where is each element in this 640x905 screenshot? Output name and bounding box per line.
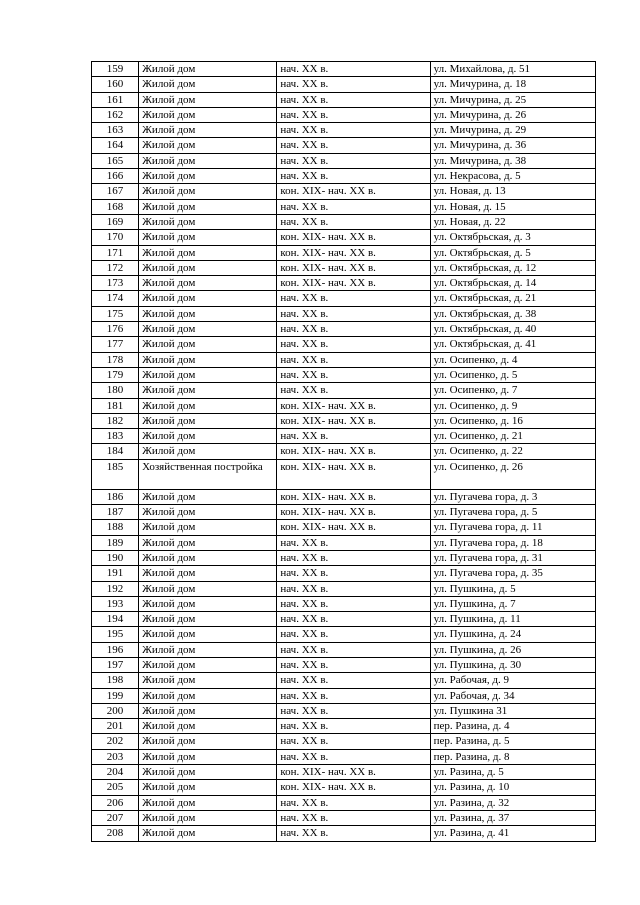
object-type-cell: Жилой дом <box>139 795 277 810</box>
address-cell: ул. Октябрьская, д. 12 <box>430 260 595 275</box>
row-number-cell: 196 <box>92 642 139 657</box>
table-row <box>92 505 596 520</box>
date-period-cell: нач. XX в. <box>277 657 430 672</box>
date-period-cell: кон. XIX- нач. XX в. <box>277 520 430 535</box>
address-cell: ул. Осипенко, д. 7 <box>430 383 595 398</box>
object-type-cell: Жилой дом <box>139 383 277 398</box>
object-type-cell: Жилой дом <box>139 260 277 275</box>
address-cell: ул. Пугачева гора, д. 5 <box>430 505 595 520</box>
row-number-cell: 201 <box>92 719 139 734</box>
object-type-cell: Жилой дом <box>139 230 277 245</box>
table-row <box>92 642 596 657</box>
row-number-cell: 204 <box>92 765 139 780</box>
date-period-cell: нач. XX в. <box>277 214 430 229</box>
object-type-cell: Жилой дом <box>139 184 277 199</box>
address-cell: ул. Пушкина, д. 24 <box>430 627 595 642</box>
address-cell: ул. Октябрьская, д. 21 <box>430 291 595 306</box>
date-period-cell: нач. XX в. <box>277 688 430 703</box>
object-type-cell: Жилой дом <box>139 199 277 214</box>
table-row <box>92 810 596 825</box>
date-period-cell: нач. XX в. <box>277 795 430 810</box>
row-number-cell: 175 <box>92 306 139 321</box>
address-cell: ул. Октябрьская, д. 40 <box>430 322 595 337</box>
date-period-cell: нач. XX в. <box>277 291 430 306</box>
object-type-cell: Жилой дом <box>139 596 277 611</box>
row-number-cell: 205 <box>92 780 139 795</box>
date-period-cell: нач. XX в. <box>277 383 430 398</box>
object-type-cell: Жилой дом <box>139 92 277 107</box>
object-type-cell: Жилой дом <box>139 581 277 596</box>
row-number-cell: 194 <box>92 612 139 627</box>
object-type-cell: Жилой дом <box>139 291 277 306</box>
address-cell: пер. Разина, д. 8 <box>430 749 595 764</box>
row-number-cell: 195 <box>92 627 139 642</box>
date-period-cell: нач. XX в. <box>277 566 430 581</box>
date-period-cell: нач. XX в. <box>277 322 430 337</box>
object-type-cell: Жилой дом <box>139 703 277 718</box>
date-period-cell: нач. XX в. <box>277 429 430 444</box>
date-period-cell: нач. XX в. <box>277 535 430 550</box>
row-number-cell: 190 <box>92 550 139 565</box>
date-period-cell: нач. XX в. <box>277 62 430 77</box>
table-row <box>92 260 596 275</box>
date-period-cell: нач. XX в. <box>277 138 430 153</box>
row-number-cell: 177 <box>92 337 139 352</box>
object-type-cell: Жилой дом <box>139 810 277 825</box>
row-number-cell: 181 <box>92 398 139 413</box>
row-number-cell: 198 <box>92 673 139 688</box>
address-cell: ул. Рабочая, д. 9 <box>430 673 595 688</box>
address-cell: ул. Мичурина, д. 36 <box>430 138 595 153</box>
date-period-cell: нач. XX в. <box>277 719 430 734</box>
address-cell: ул. Разина, д. 41 <box>430 826 595 841</box>
object-type-cell: Жилой дом <box>139 642 277 657</box>
date-period-cell: нач. XX в. <box>277 153 430 168</box>
address-cell: ул. Разина, д. 10 <box>430 780 595 795</box>
object-type-cell: Жилой дом <box>139 826 277 841</box>
table-row <box>92 107 596 122</box>
row-number-cell: 188 <box>92 520 139 535</box>
table-row <box>92 199 596 214</box>
date-period-cell: кон. XIX- нач. XX в. <box>277 398 430 413</box>
table-row <box>92 429 596 444</box>
row-number-cell: 184 <box>92 444 139 459</box>
row-number-cell: 162 <box>92 107 139 122</box>
date-period-cell: нач. XX в. <box>277 581 430 596</box>
object-type-cell: Жилой дом <box>139 398 277 413</box>
row-number-cell: 193 <box>92 596 139 611</box>
row-number-cell: 206 <box>92 795 139 810</box>
table-row <box>92 459 596 489</box>
object-type-cell: Жилой дом <box>139 673 277 688</box>
address-cell: ул. Новая, д. 13 <box>430 184 595 199</box>
address-cell: ул. Разина, д. 5 <box>430 765 595 780</box>
table-row <box>92 765 596 780</box>
address-cell: ул. Разина, д. 37 <box>430 810 595 825</box>
address-cell: ул. Октябрьская, д. 41 <box>430 337 595 352</box>
date-period-cell: нач. XX в. <box>277 734 430 749</box>
table-row <box>92 123 596 138</box>
date-period-cell: нач. XX в. <box>277 826 430 841</box>
row-number-cell: 170 <box>92 230 139 245</box>
date-period-cell: нач. XX в. <box>277 612 430 627</box>
address-cell: ул. Октябрьская, д. 38 <box>430 306 595 321</box>
object-type-cell: Жилой дом <box>139 765 277 780</box>
table-row <box>92 214 596 229</box>
object-type-cell: Жилой дом <box>139 505 277 520</box>
table-row <box>92 398 596 413</box>
address-cell: ул. Октябрьская, д. 3 <box>430 230 595 245</box>
address-cell: ул. Пугачева гора, д. 31 <box>430 550 595 565</box>
object-type-cell: Жилой дом <box>139 337 277 352</box>
table-row <box>92 795 596 810</box>
object-type-cell: Жилой дом <box>139 734 277 749</box>
address-cell: ул. Осипенко, д. 21 <box>430 429 595 444</box>
table-row <box>92 657 596 672</box>
address-cell: ул. Новая, д. 15 <box>430 199 595 214</box>
table-row <box>92 535 596 550</box>
row-number-cell: 183 <box>92 429 139 444</box>
address-cell: ул. Новая, д. 22 <box>430 214 595 229</box>
object-type-cell: Хозяйственная постройка <box>139 459 277 489</box>
date-period-cell: нач. XX в. <box>277 92 430 107</box>
date-period-cell: нач. XX в. <box>277 199 430 214</box>
table-row <box>92 291 596 306</box>
date-period-cell: кон. XIX- нач. XX в. <box>277 184 430 199</box>
address-cell: ул. Михайлова, д. 51 <box>430 62 595 77</box>
row-number-cell: 200 <box>92 703 139 718</box>
table-row <box>92 749 596 764</box>
address-cell: ул. Пугачева гора, д. 35 <box>430 566 595 581</box>
date-period-cell: нач. XX в. <box>277 367 430 382</box>
address-cell: ул. Пугачева гора, д. 18 <box>430 535 595 550</box>
address-cell: ул. Осипенко, д. 22 <box>430 444 595 459</box>
row-number-cell: 174 <box>92 291 139 306</box>
object-type-cell: Жилой дом <box>139 780 277 795</box>
date-period-cell: кон. XIX- нач. XX в. <box>277 276 430 291</box>
date-period-cell: нач. XX в. <box>277 642 430 657</box>
table-row <box>92 92 596 107</box>
row-number-cell: 203 <box>92 749 139 764</box>
date-period-cell: кон. XIX- нач. XX в. <box>277 765 430 780</box>
table-row <box>92 581 596 596</box>
table-row <box>92 413 596 428</box>
row-number-cell: 208 <box>92 826 139 841</box>
date-period-cell: нач. XX в. <box>277 703 430 718</box>
address-cell: ул. Пушкина, д. 7 <box>430 596 595 611</box>
row-number-cell: 207 <box>92 810 139 825</box>
object-type-cell: Жилой дом <box>139 627 277 642</box>
table-row <box>92 367 596 382</box>
row-number-cell: 159 <box>92 62 139 77</box>
row-number-cell: 169 <box>92 214 139 229</box>
date-period-cell: нач. XX в. <box>277 550 430 565</box>
object-type-cell: Жилой дом <box>139 657 277 672</box>
date-period-cell: кон. XIX- нач. XX в. <box>277 260 430 275</box>
row-number-cell: 191 <box>92 566 139 581</box>
date-period-cell: нач. XX в. <box>277 169 430 184</box>
object-type-cell: Жилой дом <box>139 413 277 428</box>
address-cell: ул. Разина, д. 32 <box>430 795 595 810</box>
table-row <box>92 230 596 245</box>
table-row <box>92 734 596 749</box>
table-row <box>92 62 596 77</box>
address-cell: пер. Разина, д. 4 <box>430 719 595 734</box>
row-number-cell: 197 <box>92 657 139 672</box>
object-type-cell: Жилой дом <box>139 245 277 260</box>
row-number-cell: 185 <box>92 459 139 489</box>
table-row <box>92 780 596 795</box>
address-cell: ул. Некрасова, д. 5 <box>430 169 595 184</box>
date-period-cell: нач. XX в. <box>277 627 430 642</box>
table-row <box>92 520 596 535</box>
address-cell: ул. Мичурина, д. 26 <box>430 107 595 122</box>
table-row <box>92 444 596 459</box>
row-number-cell: 173 <box>92 276 139 291</box>
address-cell: ул. Пугачева гора, д. 11 <box>430 520 595 535</box>
address-cell: ул. Мичурина, д. 25 <box>430 92 595 107</box>
object-type-cell: Жилой дом <box>139 535 277 550</box>
object-type-cell: Жилой дом <box>139 352 277 367</box>
object-type-cell: Жилой дом <box>139 749 277 764</box>
address-cell: ул. Мичурина, д. 29 <box>430 123 595 138</box>
object-type-cell: Жилой дом <box>139 688 277 703</box>
table-row <box>92 383 596 398</box>
table-row <box>92 566 596 581</box>
row-number-cell: 167 <box>92 184 139 199</box>
row-number-cell: 163 <box>92 123 139 138</box>
object-type-cell: Жилой дом <box>139 276 277 291</box>
date-period-cell: нач. XX в. <box>277 123 430 138</box>
row-number-cell: 176 <box>92 322 139 337</box>
row-number-cell: 192 <box>92 581 139 596</box>
row-number-cell: 168 <box>92 199 139 214</box>
table-row <box>92 169 596 184</box>
address-cell: ул. Пушкина, д. 26 <box>430 642 595 657</box>
address-cell: пер. Разина, д. 5 <box>430 734 595 749</box>
address-cell: ул. Мичурина, д. 18 <box>430 77 595 92</box>
object-type-cell: Жилой дом <box>139 77 277 92</box>
date-period-cell: нач. XX в. <box>277 673 430 688</box>
address-cell: ул. Октябрьская, д. 14 <box>430 276 595 291</box>
object-type-cell: Жилой дом <box>139 169 277 184</box>
table-row <box>92 703 596 718</box>
row-number-cell: 171 <box>92 245 139 260</box>
table-row <box>92 306 596 321</box>
date-period-cell: кон. XIX- нач. XX в. <box>277 245 430 260</box>
row-number-cell: 165 <box>92 153 139 168</box>
row-number-cell: 160 <box>92 77 139 92</box>
row-number-cell: 178 <box>92 352 139 367</box>
date-period-cell: кон. XIX- нач. XX в. <box>277 444 430 459</box>
address-cell: ул. Мичурина, д. 38 <box>430 153 595 168</box>
row-number-cell: 182 <box>92 413 139 428</box>
row-number-cell: 187 <box>92 505 139 520</box>
object-type-cell: Жилой дом <box>139 429 277 444</box>
table-row <box>92 612 596 627</box>
row-number-cell: 166 <box>92 169 139 184</box>
table-row <box>92 184 596 199</box>
table-row <box>92 673 596 688</box>
address-cell: ул. Осипенко, д. 5 <box>430 367 595 382</box>
table-row <box>92 627 596 642</box>
date-period-cell: кон. XIX- нач. XX в. <box>277 413 430 428</box>
row-number-cell: 189 <box>92 535 139 550</box>
row-number-cell: 164 <box>92 138 139 153</box>
object-type-cell: Жилой дом <box>139 153 277 168</box>
address-cell: ул. Осипенко, д. 16 <box>430 413 595 428</box>
address-cell: ул. Осипенко, д. 26 <box>430 459 595 489</box>
table-row <box>92 153 596 168</box>
table-row <box>92 337 596 352</box>
object-type-cell: Жилой дом <box>139 444 277 459</box>
date-period-cell: нач. XX в. <box>277 810 430 825</box>
object-type-cell: Жилой дом <box>139 520 277 535</box>
object-type-cell: Жилой дом <box>139 489 277 504</box>
heritage-registry-table <box>91 61 596 842</box>
date-period-cell: кон. XIX- нач. XX в. <box>277 780 430 795</box>
object-type-cell: Жилой дом <box>139 566 277 581</box>
table-row <box>92 596 596 611</box>
address-cell: ул. Пушкина, д. 11 <box>430 612 595 627</box>
table-row <box>92 688 596 703</box>
object-type-cell: Жилой дом <box>139 367 277 382</box>
date-period-cell: нач. XX в. <box>277 77 430 92</box>
table-row <box>92 826 596 841</box>
table-row <box>92 719 596 734</box>
date-period-cell: кон. XIX- нач. XX в. <box>277 505 430 520</box>
object-type-cell: Жилой дом <box>139 550 277 565</box>
row-number-cell: 186 <box>92 489 139 504</box>
date-period-cell: нач. XX в. <box>277 306 430 321</box>
object-type-cell: Жилой дом <box>139 719 277 734</box>
table-row <box>92 245 596 260</box>
table-row <box>92 138 596 153</box>
object-type-cell: Жилой дом <box>139 107 277 122</box>
table-body <box>92 62 596 842</box>
date-period-cell: нач. XX в. <box>277 749 430 764</box>
table-row <box>92 276 596 291</box>
address-cell: ул. Пушкина, д. 30 <box>430 657 595 672</box>
row-number-cell: 202 <box>92 734 139 749</box>
address-cell: ул. Рабочая, д. 34 <box>430 688 595 703</box>
date-period-cell: нач. XX в. <box>277 352 430 367</box>
table-row <box>92 550 596 565</box>
date-period-cell: кон. XIX- нач. XX в. <box>277 230 430 245</box>
address-cell: ул. Пугачева гора, д. 3 <box>430 489 595 504</box>
date-period-cell: нач. XX в. <box>277 107 430 122</box>
table-row <box>92 489 596 504</box>
date-period-cell: кон. XIX- нач. XX в. <box>277 459 430 489</box>
row-number-cell: 172 <box>92 260 139 275</box>
address-cell: ул. Пушкина 31 <box>430 703 595 718</box>
date-period-cell: нач. XX в. <box>277 596 430 611</box>
address-cell: ул. Осипенко, д. 4 <box>430 352 595 367</box>
object-type-cell: Жилой дом <box>139 138 277 153</box>
table-row <box>92 77 596 92</box>
address-cell: ул. Пушкина, д. 5 <box>430 581 595 596</box>
table-row <box>92 352 596 367</box>
object-type-cell: Жилой дом <box>139 612 277 627</box>
address-cell: ул. Октябрьская, д. 5 <box>430 245 595 260</box>
row-number-cell: 199 <box>92 688 139 703</box>
object-type-cell: Жилой дом <box>139 214 277 229</box>
table-row <box>92 322 596 337</box>
date-period-cell: кон. XIX- нач. XX в. <box>277 489 430 504</box>
row-number-cell: 179 <box>92 367 139 382</box>
object-type-cell: Жилой дом <box>139 306 277 321</box>
object-type-cell: Жилой дом <box>139 62 277 77</box>
date-period-cell: нач. XX в. <box>277 337 430 352</box>
object-type-cell: Жилой дом <box>139 322 277 337</box>
object-type-cell: Жилой дом <box>139 123 277 138</box>
address-cell: ул. Осипенко, д. 9 <box>430 398 595 413</box>
row-number-cell: 180 <box>92 383 139 398</box>
row-number-cell: 161 <box>92 92 139 107</box>
